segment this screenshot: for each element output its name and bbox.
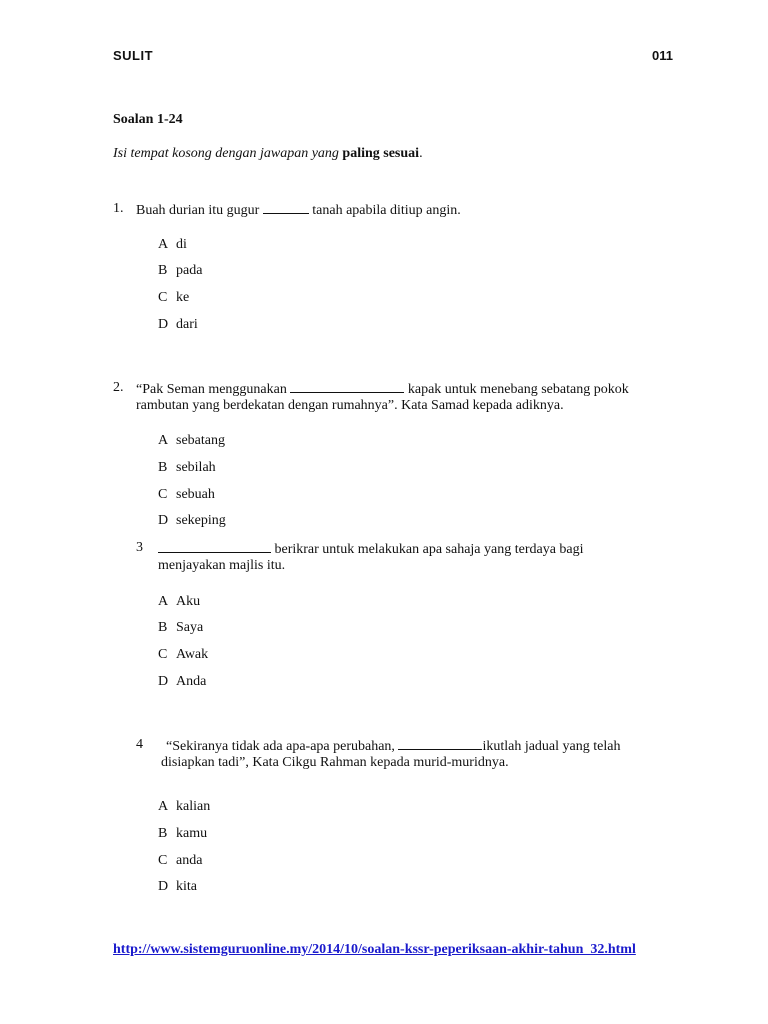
option-letter: A: [158, 799, 169, 814]
question-4-option-d[interactable]: [158, 879, 197, 895]
header-confidential-label: SULIT: [113, 48, 154, 63]
question-2-number: 2.: [113, 380, 124, 395]
option-letter: B: [158, 460, 168, 475]
option-letter: D: [158, 317, 169, 332]
question-4-text-after: ikutlah jadual yang telah: [482, 739, 621, 754]
question-4-stem-line-2: disiapkan tadi”, Kata Cikgu Rahman kepada murid-muridnya.: [161, 755, 509, 770]
source-url-link[interactable]: http://www.sistemguruonline.my/2014/10/soalan-kssr-peperiksaan-akhir-tahun_32.html: [113, 942, 636, 957]
instruction-text: [113, 146, 423, 162]
question-3-number: 3: [136, 540, 143, 555]
question-2-blank: [290, 380, 404, 393]
instruction-end: .: [419, 146, 423, 161]
option-letter: C: [158, 290, 168, 305]
option-text: Aku: [176, 594, 201, 609]
option-text: Awak: [176, 647, 209, 662]
option-letter: A: [158, 594, 169, 609]
question-2-text-after: kapak untuk menebang sebatang pokok: [404, 382, 629, 397]
question-3-option-b[interactable]: [158, 620, 203, 636]
option-text: pada: [176, 263, 203, 278]
question-2-stem-line-1: [136, 380, 629, 398]
option-letter: A: [158, 237, 169, 252]
option-text: dari: [176, 317, 198, 332]
question-1-option-d[interactable]: [158, 317, 198, 333]
question-3-stem-line-2: menjayakan majlis itu.: [158, 558, 286, 573]
option-text: anda: [176, 853, 203, 868]
option-letter: D: [158, 879, 169, 894]
option-text: kita: [176, 879, 197, 894]
option-letter: B: [158, 826, 168, 841]
question-3-option-c[interactable]: [158, 647, 208, 663]
option-text: di: [176, 237, 187, 252]
instruction-italic: Isi tempat kosong dengan jawapan yang: [113, 146, 343, 161]
question-2-option-d[interactable]: [158, 513, 226, 529]
option-text: sekeping: [176, 513, 226, 528]
option-letter: C: [158, 487, 168, 502]
option-letter: D: [158, 513, 169, 528]
question-4-option-a[interactable]: [158, 799, 210, 815]
question-4-text-before: “Sekiranya tidak ada apa-apa perubahan,: [166, 739, 399, 754]
question-1-option-b[interactable]: [158, 263, 202, 279]
question-4-stem-line-1: [166, 737, 620, 755]
option-text: kamu: [176, 826, 208, 841]
option-letter: B: [158, 620, 168, 635]
question-3-text-after: berikrar untuk melakukan apa sahaja yang terdaya bagi: [271, 542, 584, 557]
question-2-option-b[interactable]: [158, 460, 216, 476]
option-text: sebuah: [176, 487, 215, 502]
instruction-bold: paling sesuai: [342, 146, 420, 161]
question-1-option-c[interactable]: [158, 290, 189, 306]
question-2-option-a[interactable]: [158, 433, 225, 449]
option-text: sebatang: [176, 433, 225, 448]
header-paper-code: 011: [652, 48, 673, 63]
option-text: Saya: [176, 620, 204, 635]
question-4-number: 4: [136, 737, 143, 752]
question-4-option-c[interactable]: [158, 853, 202, 869]
option-text: Anda: [176, 674, 207, 689]
question-3-option-d[interactable]: [158, 674, 206, 690]
question-2-option-c[interactable]: [158, 487, 215, 503]
option-letter: D: [158, 674, 169, 689]
option-text: ke: [176, 290, 190, 305]
question-2-stem-line-2: rambutan yang berdekatan dengan rumahnya”. Kata Samad kepada adiknya.: [136, 398, 564, 413]
option-letter: C: [158, 853, 168, 868]
question-4-blank: [398, 737, 482, 750]
option-text: kalian: [176, 799, 211, 814]
question-4-option-b[interactable]: [158, 826, 207, 842]
question-1-blank: [263, 201, 309, 214]
option-letter: B: [158, 263, 168, 278]
question-1-text-before: Buah durian itu gugur: [136, 203, 263, 218]
question-1-stem: [136, 201, 461, 219]
question-2-text-before: “Pak Seman menggunakan: [136, 382, 291, 397]
question-3-option-a[interactable]: [158, 594, 200, 610]
question-1-option-a[interactable]: [158, 237, 187, 253]
question-3-blank: [158, 540, 271, 553]
question-1-text-after: tanah apabila ditiup angin.: [308, 203, 461, 218]
section-title: Soalan 1-24: [113, 112, 183, 127]
option-letter: C: [158, 647, 168, 662]
option-letter: A: [158, 433, 169, 448]
option-text: sebilah: [176, 460, 216, 475]
question-1-number: 1.: [113, 201, 124, 216]
question-3-stem-line-1: [158, 540, 584, 558]
